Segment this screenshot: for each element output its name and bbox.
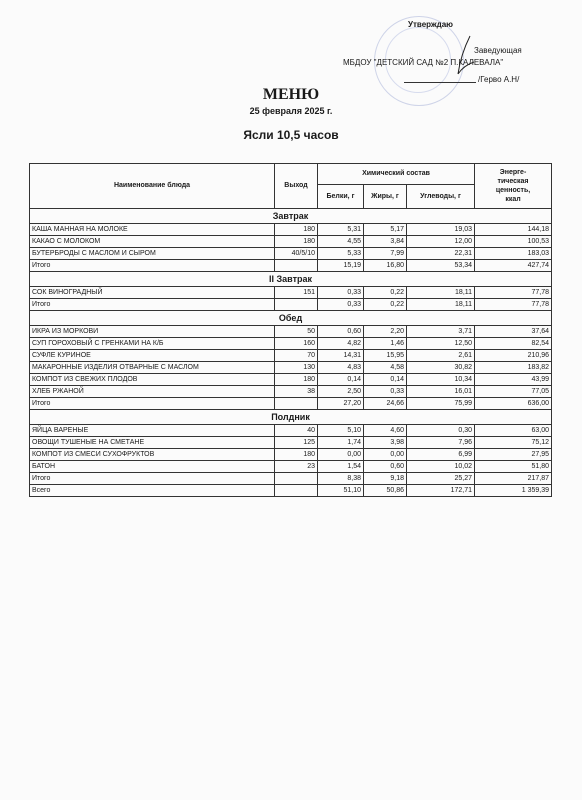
cell-energy: 183,03 <box>475 248 552 260</box>
section-row <box>30 272 552 287</box>
cell-fat: 24,66 <box>364 398 407 410</box>
cell-protein: 1,74 <box>318 437 364 449</box>
cell-protein: 14,31 <box>318 350 364 362</box>
cell-fat: 9,18 <box>364 473 407 485</box>
cell-carbohydrates: 12,00 <box>407 236 475 248</box>
cell-energy: 43,99 <box>475 374 552 386</box>
table-row <box>30 386 552 398</box>
cell-carbohydrates: 3,71 <box>407 326 475 338</box>
cell-protein: 2,50 <box>318 386 364 398</box>
cell-energy: 217,87 <box>475 473 552 485</box>
section-title: Обед <box>30 311 552 326</box>
cell-output: 180 <box>275 224 318 236</box>
cell-output: 23 <box>275 461 318 473</box>
cell-output: 50 <box>275 326 318 338</box>
cell-output: 180 <box>275 236 318 248</box>
table-row <box>30 362 552 374</box>
cell-dish-name: ЯЙЦА ВАРЕНЫЕ <box>30 425 275 437</box>
cell-protein: 1,54 <box>318 461 364 473</box>
cell-output: 40 <box>275 425 318 437</box>
cell-protein: 0,33 <box>318 299 364 311</box>
cell-energy: 427,74 <box>475 260 552 272</box>
cell-dish-name: СУП ГОРОХОВЫЙ С ГРЕНКАМИ НА К/Б <box>30 338 275 350</box>
cell-dish-name: КОМПОТ ИЗ СВЕЖИХ ПЛОДОВ <box>30 374 275 386</box>
cell-fat: 0,33 <box>364 386 407 398</box>
cell-dish-name: Всего <box>30 485 275 497</box>
cell-energy: 37,64 <box>475 326 552 338</box>
cell-energy: 100,53 <box>475 236 552 248</box>
cell-energy: 77,78 <box>475 299 552 311</box>
menu-table <box>29 163 552 497</box>
section-title: II Завтрак <box>30 272 552 287</box>
section-row <box>30 410 552 425</box>
cell-carbohydrates: 22,31 <box>407 248 475 260</box>
cell-carbohydrates: 30,82 <box>407 362 475 374</box>
table-row <box>30 473 552 485</box>
table-row <box>30 461 552 473</box>
header-dish-name: Наименование блюда <box>30 164 275 209</box>
approval-organization: МБДОУ "ДЕТСКИЙ САД №2 П.КАЛЕВАЛА" <box>343 58 504 67</box>
section-row <box>30 311 552 326</box>
cell-dish-name: КАША МАННАЯ НА МОЛОКЕ <box>30 224 275 236</box>
cell-fat: 1,46 <box>364 338 407 350</box>
cell-dish-name: ХЛЕБ РЖАНОЙ <box>30 386 275 398</box>
menu-group: Ясли 10,5 часов <box>243 128 339 142</box>
cell-energy: 75,12 <box>475 437 552 449</box>
cell-fat: 7,99 <box>364 248 407 260</box>
cell-carbohydrates: 10,34 <box>407 374 475 386</box>
cell-fat: 0,22 <box>364 287 407 299</box>
cell-energy: 82,54 <box>475 338 552 350</box>
cell-energy: 77,05 <box>475 386 552 398</box>
section-title: Полдник <box>30 410 552 425</box>
menu-table-body <box>30 209 552 497</box>
page-title: МЕНЮ <box>262 86 320 103</box>
table-row <box>30 338 552 350</box>
header-carbohydrates: Углеводы, г <box>407 185 475 209</box>
cell-protein: 15,19 <box>318 260 364 272</box>
cell-fat: 3,98 <box>364 437 407 449</box>
cell-protein: 8,38 <box>318 473 364 485</box>
table-row <box>30 437 552 449</box>
cell-dish-name: БАТОН <box>30 461 275 473</box>
header-protein: Белки, г <box>318 185 364 209</box>
table-row <box>30 449 552 461</box>
cell-output: 40/5/10 <box>275 248 318 260</box>
cell-protein: 27,20 <box>318 398 364 410</box>
cell-output <box>275 260 318 272</box>
table-row <box>30 398 552 410</box>
cell-output: 70 <box>275 350 318 362</box>
cell-dish-name: КАКАО С МОЛОКОМ <box>30 236 275 248</box>
cell-fat: 5,17 <box>364 224 407 236</box>
table-row <box>30 260 552 272</box>
cell-dish-name: КОМПОТ ИЗ СМЕСИ СУХОФРУКТОВ <box>30 449 275 461</box>
cell-output: 130 <box>275 362 318 374</box>
cell-output: 38 <box>275 386 318 398</box>
header-energy-value <box>475 164 552 209</box>
table-row <box>30 299 552 311</box>
cell-dish-name: СУФЛЕ КУРИНОЕ <box>30 350 275 362</box>
cell-energy: 27,95 <box>475 449 552 461</box>
cell-carbohydrates: 53,34 <box>407 260 475 272</box>
cell-carbohydrates: 18,11 <box>407 287 475 299</box>
cell-protein: 5,33 <box>318 248 364 260</box>
header-chemical-composition: Химический состав <box>318 164 475 185</box>
cell-protein: 0,14 <box>318 374 364 386</box>
cell-carbohydrates: 12,50 <box>407 338 475 350</box>
cell-dish-name: Итого <box>30 299 275 311</box>
header-fat: Жиры, г <box>364 185 407 209</box>
section-row <box>30 209 552 224</box>
cell-dish-name: Итого <box>30 260 275 272</box>
cell-carbohydrates: 19,03 <box>407 224 475 236</box>
cell-dish-name: Итого <box>30 398 275 410</box>
cell-protein: 51,10 <box>318 485 364 497</box>
approval-position: Заведующая <box>474 46 522 55</box>
cell-energy: 183,82 <box>475 362 552 374</box>
cell-dish-name: БУТЕРБРОДЫ С МАСЛОМ И СЫРОМ <box>30 248 275 260</box>
cell-output <box>275 473 318 485</box>
cell-protein: 5,31 <box>318 224 364 236</box>
cell-output <box>275 299 318 311</box>
cell-protein: 0,33 <box>318 287 364 299</box>
cell-carbohydrates: 16,01 <box>407 386 475 398</box>
cell-carbohydrates: 10,02 <box>407 461 475 473</box>
cell-protein: 0,60 <box>318 326 364 338</box>
cell-carbohydrates: 172,71 <box>407 485 475 497</box>
cell-energy: 51,80 <box>475 461 552 473</box>
header-energy-line: ценность, <box>495 187 531 194</box>
cell-energy: 1 359,39 <box>475 485 552 497</box>
cell-fat: 16,80 <box>364 260 407 272</box>
header-energy-line: тическая <box>497 178 529 185</box>
header-energy-line: Энерге- <box>499 169 527 176</box>
table-row <box>30 350 552 362</box>
cell-carbohydrates: 7,96 <box>407 437 475 449</box>
cell-energy: 210,96 <box>475 350 552 362</box>
cell-output: 160 <box>275 338 318 350</box>
cell-carbohydrates: 2,61 <box>407 350 475 362</box>
cell-energy: 77,78 <box>475 287 552 299</box>
table-row <box>30 425 552 437</box>
cell-protein: 0,00 <box>318 449 364 461</box>
cell-output: 180 <box>275 449 318 461</box>
cell-fat: 3,84 <box>364 236 407 248</box>
cell-carbohydrates: 25,27 <box>407 473 475 485</box>
cell-output <box>275 485 318 497</box>
cell-output: 125 <box>275 437 318 449</box>
table-row <box>30 287 552 299</box>
cell-fat: 0,60 <box>364 461 407 473</box>
table-row <box>30 326 552 338</box>
cell-protein: 4,83 <box>318 362 364 374</box>
cell-fat: 0,14 <box>364 374 407 386</box>
cell-fat: 2,20 <box>364 326 407 338</box>
table-row <box>30 224 552 236</box>
table-row <box>30 374 552 386</box>
table-total-row <box>30 485 552 497</box>
cell-dish-name: ИКРА ИЗ МОРКОВИ <box>30 326 275 338</box>
cell-energy: 63,00 <box>475 425 552 437</box>
table-row <box>30 248 552 260</box>
cell-fat: 0,22 <box>364 299 407 311</box>
cell-dish-name: СОК ВИНОГРАДНЫЙ <box>30 287 275 299</box>
approval-signature-name: /Герво А.Н/ <box>478 75 520 84</box>
cell-carbohydrates: 0,30 <box>407 425 475 437</box>
header-energy-line: ккал <box>505 196 521 203</box>
cell-dish-name: ОВОЩИ ТУШЕНЫЕ НА СМЕТАНЕ <box>30 437 275 449</box>
table-row <box>30 236 552 248</box>
menu-date: 25 февраля 2025 г. <box>249 106 333 116</box>
cell-fat: 50,86 <box>364 485 407 497</box>
header-output: Выход <box>275 164 318 209</box>
section-title: Завтрак <box>30 209 552 224</box>
cell-protein: 4,82 <box>318 338 364 350</box>
cell-fat: 0,00 <box>364 449 407 461</box>
cell-fat: 4,58 <box>364 362 407 374</box>
cell-dish-name: МАКАРОННЫЕ ИЗДЕЛИЯ ОТВАРНЫЕ С МАСЛОМ <box>30 362 275 374</box>
cell-carbohydrates: 6,99 <box>407 449 475 461</box>
cell-carbohydrates: 18,11 <box>407 299 475 311</box>
cell-carbohydrates: 75,99 <box>407 398 475 410</box>
cell-protein: 5,10 <box>318 425 364 437</box>
cell-dish-name: Итого <box>30 473 275 485</box>
cell-energy: 144,18 <box>475 224 552 236</box>
cell-fat: 15,95 <box>364 350 407 362</box>
cell-output: 151 <box>275 287 318 299</box>
cell-energy: 636,00 <box>475 398 552 410</box>
signature-mark <box>454 34 478 86</box>
cell-fat: 4,60 <box>364 425 407 437</box>
cell-output <box>275 398 318 410</box>
cell-output: 180 <box>275 374 318 386</box>
approval-label: Утверждаю <box>408 20 453 29</box>
cell-protein: 4,55 <box>318 236 364 248</box>
